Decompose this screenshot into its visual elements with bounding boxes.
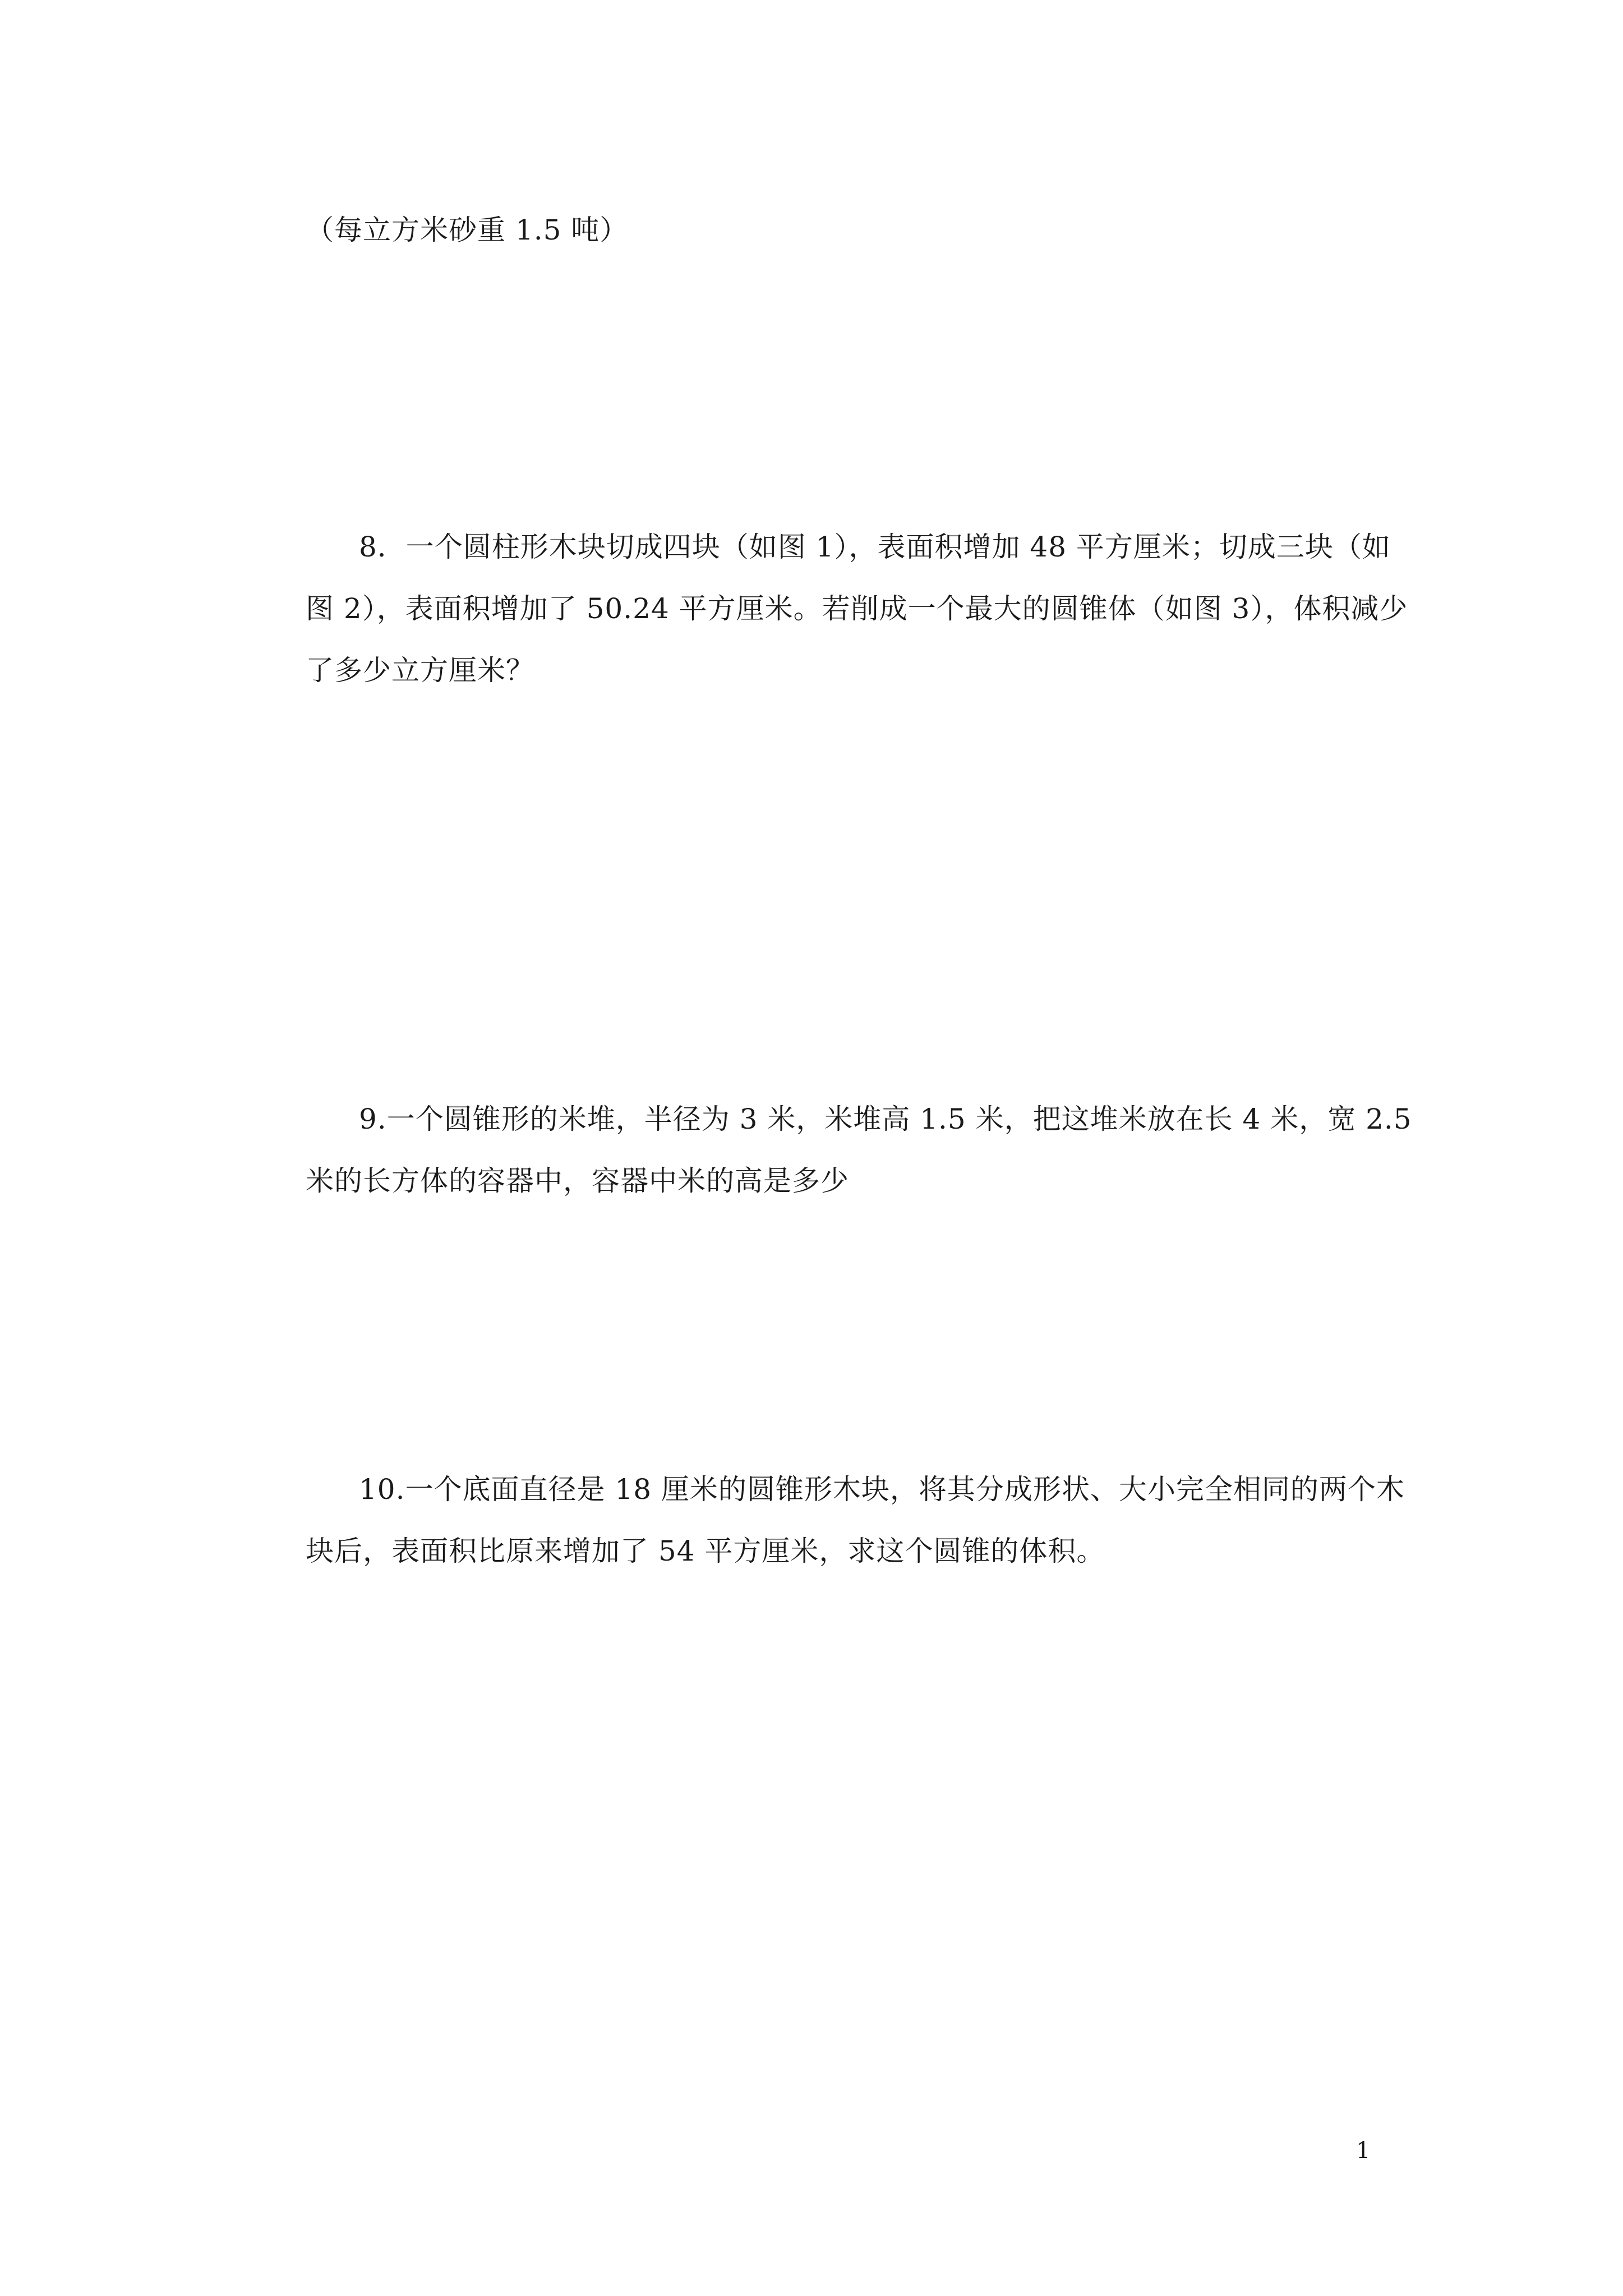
problem-8-line-2: 图 2），表面积增加了 50.24 平方厘米。若削成一个最大的圆锥体（如图 3），体积减少	[306, 592, 1408, 625]
density-note: （每立方米砂重 1.5 吨）	[306, 214, 629, 246]
problem-8-line-3: 了多少立方厘米？	[306, 654, 534, 687]
problem-9-line-1: 9.一个圆锥形的米堆，半径为 3 米，米堆高 1.5 米，把这堆米放在长 4 米，宽 2.5	[359, 1103, 1412, 1135]
problem-9-line-2: 米的长方体的容器中，容器中米的高是多少	[306, 1165, 849, 1197]
problem-10-line-1: 10.一个底面直径是 18 厘米的圆锥形木块，将其分成形状、大小完全相同的两个木	[359, 1473, 1405, 1506]
page-number: 1	[1356, 2138, 1371, 2164]
problem-10-line-2: 块后，表面积比原来增加了 54 平方厘米，求这个圆锥的体积。	[306, 1535, 1105, 1567]
problem-8-line-1: 8．一个圆柱形木块切成四块（如图 1），表面积增加 48 平方厘米；切成三块（如	[359, 531, 1391, 563]
